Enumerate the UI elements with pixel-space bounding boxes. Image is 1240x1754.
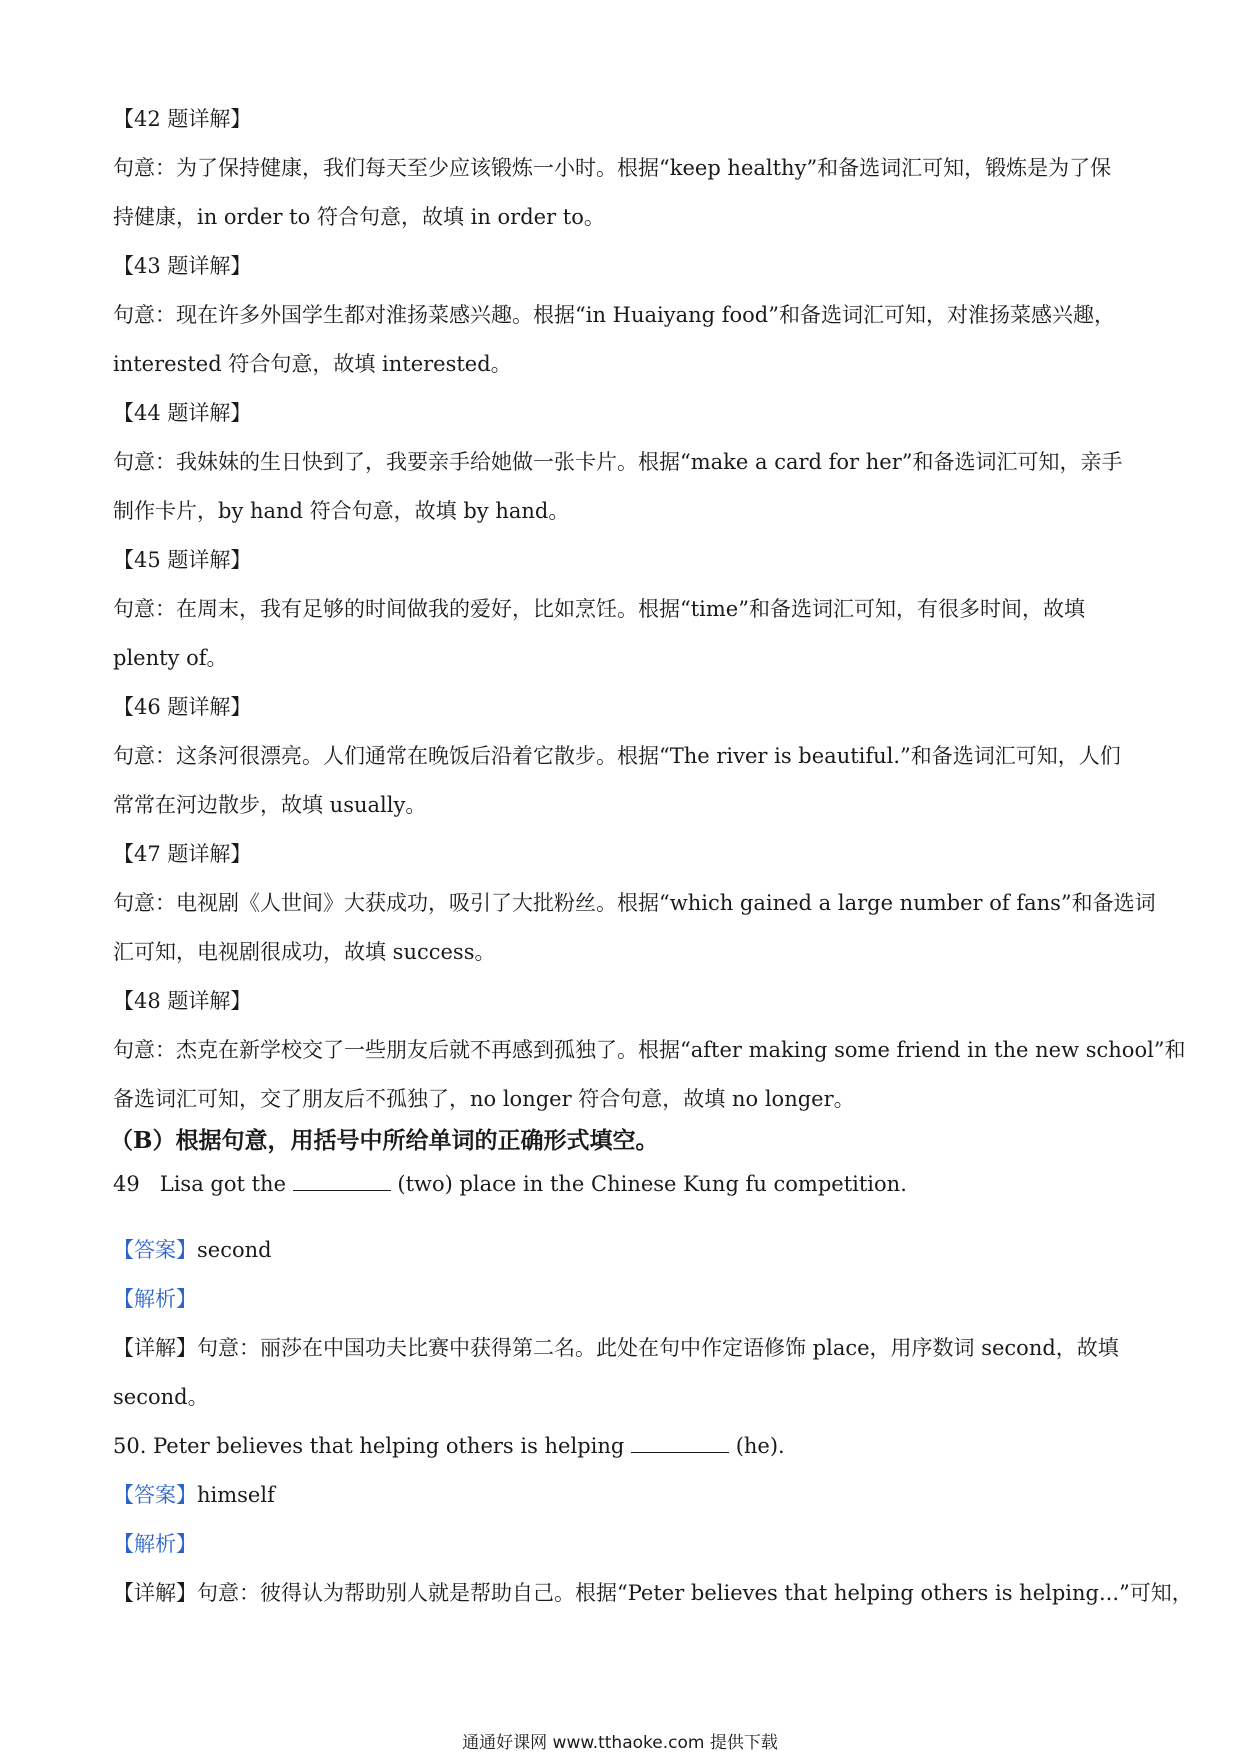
q49-detail-line2: second。: [113, 1385, 209, 1409]
q49-text-after: (two) place in the Chinese Kung fu competition.: [397, 1172, 907, 1196]
q49-detail-label: 【详解】: [113, 1336, 197, 1360]
q49-number: 49: [113, 1172, 140, 1196]
q47-explanation-line2: 汇可知，电视剧很成功，故填 success。: [113, 940, 496, 964]
q50-detail-text: 句意：彼得认为帮助别人就是帮助自己。根据“Peter believes that helping others is helping...”可知，: [197, 1581, 1193, 1605]
q49-text-before: Lisa got the: [159, 1172, 286, 1196]
q44-explanation-line2: 制作卡片，by hand 符合句意，故填 by hand。: [113, 499, 570, 523]
q45-heading: 【45 题详解】: [113, 548, 252, 572]
q43-explanation-line1: 句意：现在许多外国学生都对淮扬菜感兴趣。根据“in Huaiyang food”和备选词汇可知，对淮扬菜感兴趣，: [113, 303, 1115, 327]
q45-explanation-line2: plenty of。: [113, 646, 228, 670]
q49-blank: [293, 1170, 391, 1191]
footer-watermark: 通通好课网 www.tthaoke.com 提供下载: [462, 1733, 778, 1753]
q44-explanation-line1: 句意：我妹妹的生日快到了，我要亲手给她做一张卡片。根据“make a card for her”和备选词汇可知，亲手: [113, 450, 1123, 474]
q50-answer-value: himself: [197, 1483, 275, 1507]
q50-text-before: Peter believes that helping others is helping: [153, 1434, 625, 1458]
q47-explanation-line1: 句意：电视剧《人世间》大获成功，吸引了大批粉丝。根据“which gained a large number of fans”和备选词: [113, 891, 1156, 915]
q49-question: [113, 1170, 1133, 1198]
q49-answer-label: 【答案】: [113, 1238, 197, 1262]
q46-heading: 【46 题详解】: [113, 695, 252, 719]
q49-answer-value: second: [197, 1238, 272, 1262]
q50-blank: [631, 1432, 729, 1453]
q49-detail-text: 句意：丽莎在中国功夫比赛中获得第二名。此处在句中作定语修饰 place，用序数词 second，故填: [197, 1336, 1119, 1360]
q46-explanation-line2: 常常在河边散步，故填 usually。: [113, 793, 427, 817]
q48-explanation-line2: 备选词汇可知，交了朋友后不孤独了，no longer 符合句意，故填 no longer。: [113, 1087, 855, 1111]
q48-heading: 【48 题详解】: [113, 989, 252, 1013]
q43-heading: 【43 题详解】: [113, 254, 252, 278]
q50-answer: [113, 1481, 1133, 1509]
q42-explanation-line2: 持健康，in order to 符合句意，故填 in order to。: [113, 205, 605, 229]
q50-number: 50.: [113, 1434, 147, 1458]
q44-heading: 【44 题详解】: [113, 401, 252, 425]
q42-explanation-line1: 句意：为了保持健康，我们每天至少应该锻炼一小时。根据“keep healthy”和备选词汇可知，锻炼是为了保: [113, 156, 1112, 180]
q43-explanation-line2: interested 符合句意，故填 interested。: [113, 352, 512, 376]
q45-explanation-line1: 句意：在周末，我有足够的时间做我的爱好，比如烹饪。根据“time”和备选词汇可知，有很多时间，故填: [113, 597, 1085, 621]
q42-heading: 【42 题详解】: [113, 107, 252, 131]
q50-answer-label: 【答案】: [113, 1483, 197, 1507]
q47-heading: 【47 题详解】: [113, 842, 252, 866]
q49-analysis-label: 【解析】: [113, 1287, 197, 1311]
q50-question: [113, 1432, 1133, 1460]
q50-analysis-label: 【解析】: [113, 1532, 197, 1556]
section-b-title: （B）根据句意，用括号中所给单词的正确形式填空。: [110, 1127, 659, 1154]
q49-detail-line1: [113, 1334, 1133, 1362]
q46-explanation-line1: 句意：这条河很漂亮。人们通常在晚饭后沿着它散步。根据“The river is beautiful.”和备选词汇可知，人们: [113, 744, 1121, 768]
q50-detail-line1: [113, 1579, 1193, 1607]
q49-answer: [113, 1236, 1133, 1264]
q48-explanation-line1: 句意：杰克在新学校交了一些朋友后就不再感到孤独了。根据“after making some friend in the new school”和: [113, 1038, 1186, 1062]
q50-text-after: (he).: [735, 1434, 785, 1458]
q50-detail-label: 【详解】: [113, 1581, 197, 1605]
